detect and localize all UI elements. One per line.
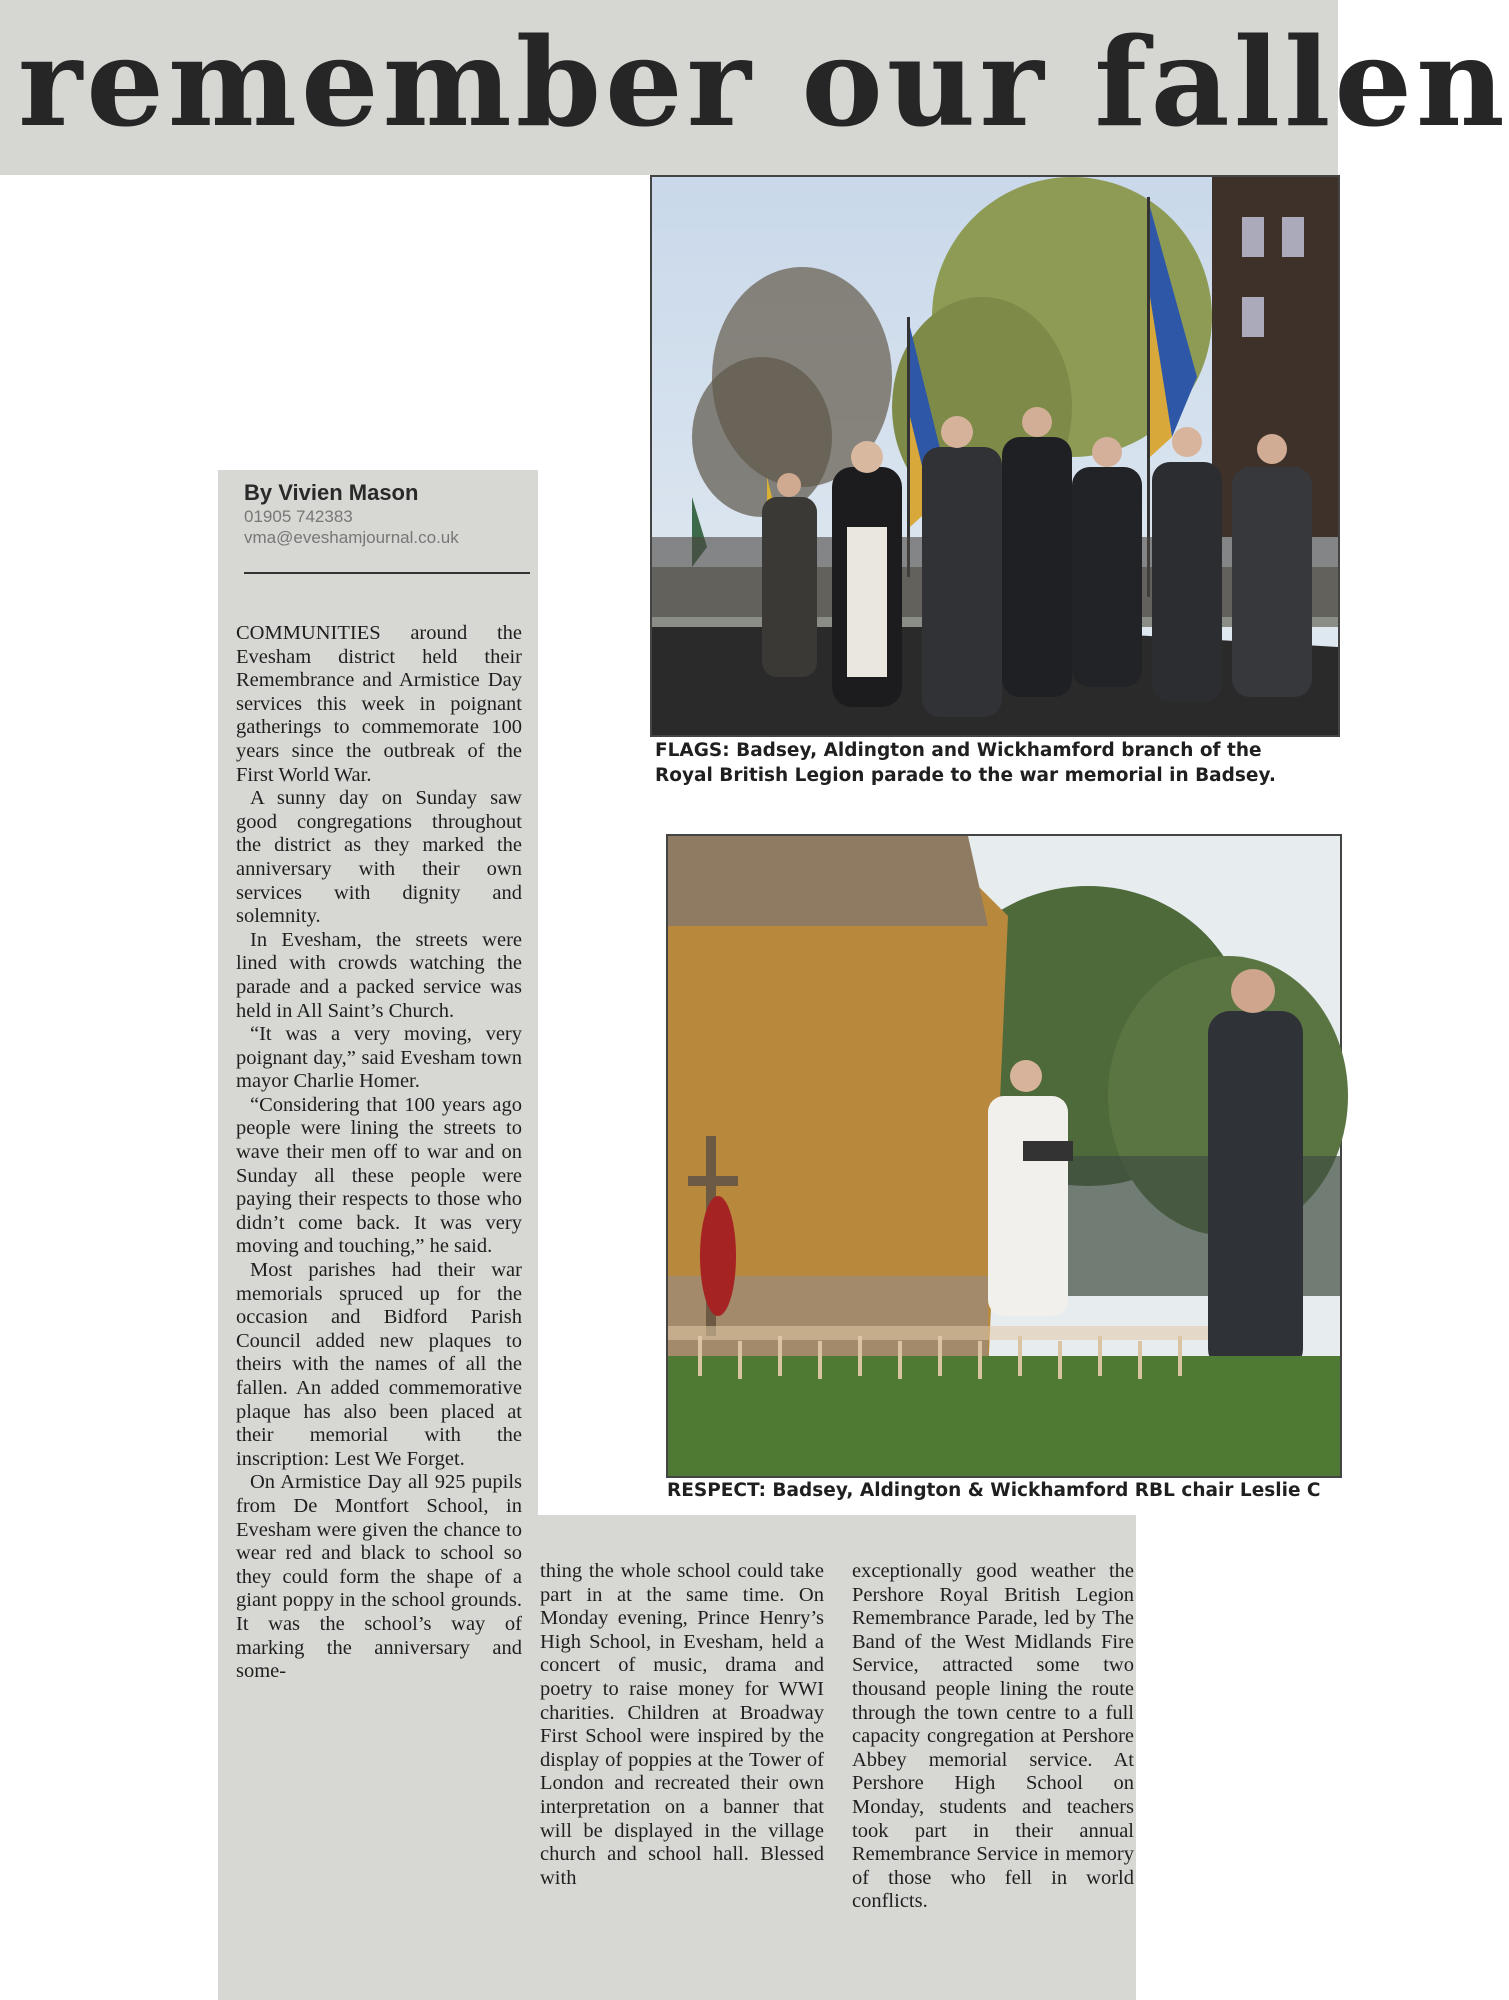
paragraph: COMMUNITIES around the Evesham district held their Remembrance and Armistice Day services this week in poignant gatherings to commemorate 100 years since the outbreak of the First World War. — [236, 622, 522, 786]
article-column-3 — [852, 1560, 1134, 1914]
paragraph: Most parishes had their war memorials spruced up for the occasion and Bidford Parish Council added new plaques to theirs with the names of all the fallen. An added commemorative plaque has also been placed at their memorial with the inscription: Lest We Forget. — [236, 1259, 522, 1470]
caption-line: Royal British Legion parade to the war memorial in Badsey. — [655, 765, 1276, 786]
caption-line: FLAGS: Badsey, Aldington and Wickhamford branch of the — [655, 740, 1262, 761]
byline-email: vma@eveshamjournal.co.uk — [244, 528, 459, 547]
paragraph: “It was a very moving, very poignant day,” said Evesham town mayor Charlie Homer. — [236, 1023, 522, 1093]
paragraph: exceptionally good weather the Pershore Royal British Legion Remembrance Parade, led by The Band of the West Midlands Fire Service, attracted some two thousand people lining the route through the town centre to a full capacity congregation at Pershore Abbey memorial service. At Pershore High School on Monday, students and teachers took part in their annual Remembrance Service in memory of those who fell in world conflicts. — [852, 1560, 1134, 1913]
headline: remember our fallen — [18, 10, 1509, 154]
paragraph: “Considering that 100 years ago people were lining the streets to wave their men off to war and on Sunday all these people were paying their respects to those who didn’t come back. It was very moving and touching,” he said. — [236, 1093, 522, 1258]
article-column-2 — [540, 1560, 824, 1890]
paragraph: A sunny day on Sunday saw good congregations throughout the district as they marked the anniversary with their own services with dignity and solemnity. — [236, 787, 522, 928]
article-column-1 — [236, 622, 522, 1684]
parade-photo-caption — [655, 738, 1338, 788]
byline-phone: 01905 742383 — [244, 507, 353, 526]
parade-photo — [650, 175, 1340, 737]
memorial-photo-caption: RESPECT: Badsey, Aldington & Wickhamford RBL chair Leslie C — [667, 1480, 1321, 1501]
paragraph: On Armistice Day all 925 pupils from De Montfort School, in Evesham were given the chance to wear red and black to school so they could form the shape of a giant poppy in the school grounds. It was the school’s way of marking the anniversary and some- — [236, 1471, 522, 1683]
memorial-photo — [666, 834, 1342, 1478]
byline-divider — [244, 572, 530, 574]
byline — [244, 470, 536, 548]
byline-name: By Vivien Mason — [244, 480, 419, 505]
paragraph: In Evesham, the streets were lined with crowds watching the parade and a packed service was held in All Saint’s Church. — [236, 928, 522, 1022]
paragraph: thing the whole school could take part in at the same time. On Monday evening, Prince Henry’s High School, in Evesham, held a concert of music, drama and poetry to raise money for WWI charities. Children at Broadway First School were inspired by the display of poppies at the Tower of London and recreated their own interpretation on a banner that will be displayed in the village church and school hall. Blessed with — [540, 1560, 824, 1889]
